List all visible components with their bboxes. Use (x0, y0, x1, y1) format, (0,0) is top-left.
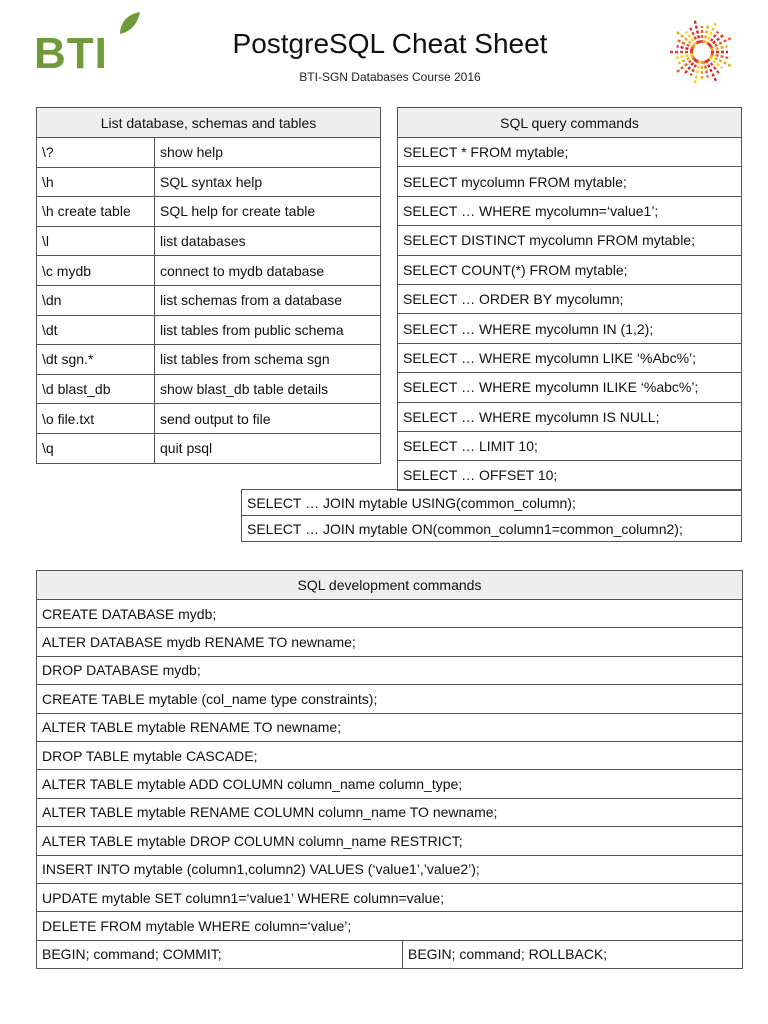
sun-ray (689, 26, 698, 44)
sql-dev-command: DROP TABLE mytable CASCADE; (37, 741, 743, 769)
table-row (242, 516, 742, 542)
table-row (242, 490, 742, 516)
table-row (37, 741, 743, 769)
psql-command: \? (37, 138, 155, 168)
table-row (37, 138, 381, 168)
sun-ray (695, 61, 700, 83)
table-row (37, 770, 743, 798)
logo-text: BTI (34, 29, 108, 78)
psql-description: show blast_db table details (155, 374, 381, 404)
query-table-header: SQL query commands (398, 108, 742, 138)
sql-join-command: SELECT … JOIN mytable USING(common_column); (242, 490, 742, 516)
sql-join-command: SELECT … JOIN mytable ON(common_column1=common_column2); (242, 516, 742, 542)
table-row (37, 226, 381, 256)
table-row (37, 433, 381, 463)
psql-table-header: List database, schemas and tables (37, 108, 381, 138)
table-row (37, 713, 743, 741)
table-row (37, 883, 743, 911)
table-row (37, 685, 743, 713)
sql-query-command: SELECT … WHERE mycolumn LIKE ‘%Abc%’; (398, 343, 742, 372)
table-row (37, 256, 381, 286)
dev-table-header: SQL development commands (37, 571, 743, 600)
psql-commands-table (36, 107, 381, 464)
table-row (37, 656, 743, 684)
sql-transaction-rollback: BEGIN; command; ROLLBACK; (403, 940, 743, 968)
sql-dev-table (36, 570, 743, 969)
sql-query-command: SELECT … ORDER BY mycolumn; (398, 284, 742, 313)
psql-description: list tables from schema sgn (155, 345, 381, 375)
sun-ray (676, 39, 694, 48)
table-row (37, 912, 743, 940)
psql-description: list schemas from a database (155, 285, 381, 315)
table-row (37, 827, 743, 855)
table-row (398, 226, 742, 255)
sun-ray (677, 46, 694, 50)
table-row (398, 196, 742, 225)
psql-command: \l (37, 226, 155, 256)
sql-query-command: SELECT … LIMIT 10; (398, 431, 742, 460)
table-row (37, 940, 743, 968)
table-row (37, 798, 743, 826)
sql-query-command: SELECT COUNT(*) FROM mytable; (398, 255, 742, 284)
sql-dev-command: DELETE FROM mytable WHERE column=‘value’; (37, 912, 743, 940)
sql-query-command: SELECT … OFFSET 10; (398, 461, 742, 490)
table-row (398, 431, 742, 460)
sql-query-command: SELECT … WHERE mycolumn IS NULL; (398, 402, 742, 431)
sql-query-command: SELECT … WHERE mycolumn=‘value1’; (398, 196, 742, 225)
sql-dev-command: DROP DATABASE mydb; (37, 656, 743, 684)
sun-ray (704, 61, 708, 78)
table-row (37, 374, 381, 404)
table-row (37, 855, 743, 883)
psql-description: send output to file (155, 404, 381, 434)
table-row (398, 461, 742, 490)
sql-dev-command: CREATE TABLE mytable (col_name type constraints); (37, 685, 743, 713)
table-row (37, 167, 381, 197)
table-row (37, 345, 381, 375)
sql-dev-command: CREATE DATABASE mydb; (37, 600, 743, 628)
psql-description: connect to mydb database (155, 256, 381, 286)
table-row (398, 373, 742, 402)
table-row (398, 284, 742, 313)
sql-query-command: SELECT … WHERE mycolumn IN (1,2); (398, 314, 742, 343)
psql-description: list databases (155, 226, 381, 256)
psql-command: \c mydb (37, 256, 155, 286)
psql-description: show help (155, 138, 381, 168)
psql-description: SQL help for create table (155, 197, 381, 227)
sql-dev-command: ALTER DATABASE mydb RENAME TO newname; (37, 628, 743, 656)
psql-command: \h create table (37, 197, 155, 227)
psql-command: \d blast_db (37, 374, 155, 404)
table-row (398, 314, 742, 343)
sql-query-command: SELECT * FROM mytable; (398, 138, 742, 167)
sql-join-table (241, 489, 742, 542)
table-row (398, 343, 742, 372)
sql-dev-command: ALTER TABLE mytable ADD COLUMN column_name column_type; (37, 770, 743, 798)
table-row (37, 600, 743, 628)
sql-dev-command: UPDATE mytable SET column1=‘value1’ WHERE column=value; (37, 883, 743, 911)
psql-command: \dt (37, 315, 155, 345)
sun-ray (674, 54, 693, 58)
sun-ray (704, 24, 708, 43)
psql-command: \o file.txt (37, 404, 155, 434)
page-subtitle: BTI-SGN Databases Course 2016 (299, 70, 481, 84)
sql-query-table (397, 107, 742, 491)
table-row (398, 138, 742, 167)
bti-logo (34, 10, 144, 76)
sql-query-command: SELECT DISTINCT mycolumn FROM mytable; (398, 226, 742, 255)
table-row (37, 285, 381, 315)
table-row (398, 167, 742, 196)
psql-command: \dt sgn.* (37, 345, 155, 375)
table-row (398, 402, 742, 431)
sql-dev-command: INSERT INTO mytable (column1,column2) VALUES (‘value1’,’value2’); (37, 855, 743, 883)
table-row (37, 404, 381, 434)
table-row (398, 255, 742, 284)
sunburst-logo-icon (664, 20, 740, 84)
leaf-icon (118, 10, 142, 36)
sun-ray (695, 21, 700, 43)
page-title: PostgreSQL Cheat Sheet (232, 28, 548, 59)
psql-description: list tables from public schema (155, 315, 381, 345)
psql-command: \q (37, 433, 155, 463)
sun-ray (711, 54, 730, 58)
sql-dev-command: ALTER TABLE mytable RENAME COLUMN column_name TO newname; (37, 798, 743, 826)
psql-command: \h (37, 167, 155, 197)
psql-description: quit psql (155, 433, 381, 463)
sql-dev-command: ALTER TABLE mytable RENAME TO newname; (37, 713, 743, 741)
sql-transaction-commit: BEGIN; command; COMMIT; (37, 940, 403, 968)
sql-dev-command: ALTER TABLE mytable DROP COLUMN column_name RESTRICT; (37, 827, 743, 855)
table-row (37, 197, 381, 227)
sun-ray (711, 46, 728, 50)
sql-query-command: SELECT … WHERE mycolumn ILIKE ‘%abc%’; (398, 373, 742, 402)
table-row (37, 315, 381, 345)
table-row (37, 628, 743, 656)
psql-description: SQL syntax help (155, 167, 381, 197)
sql-query-command: SELECT mycolumn FROM mytable; (398, 167, 742, 196)
psql-command: \dn (37, 285, 155, 315)
